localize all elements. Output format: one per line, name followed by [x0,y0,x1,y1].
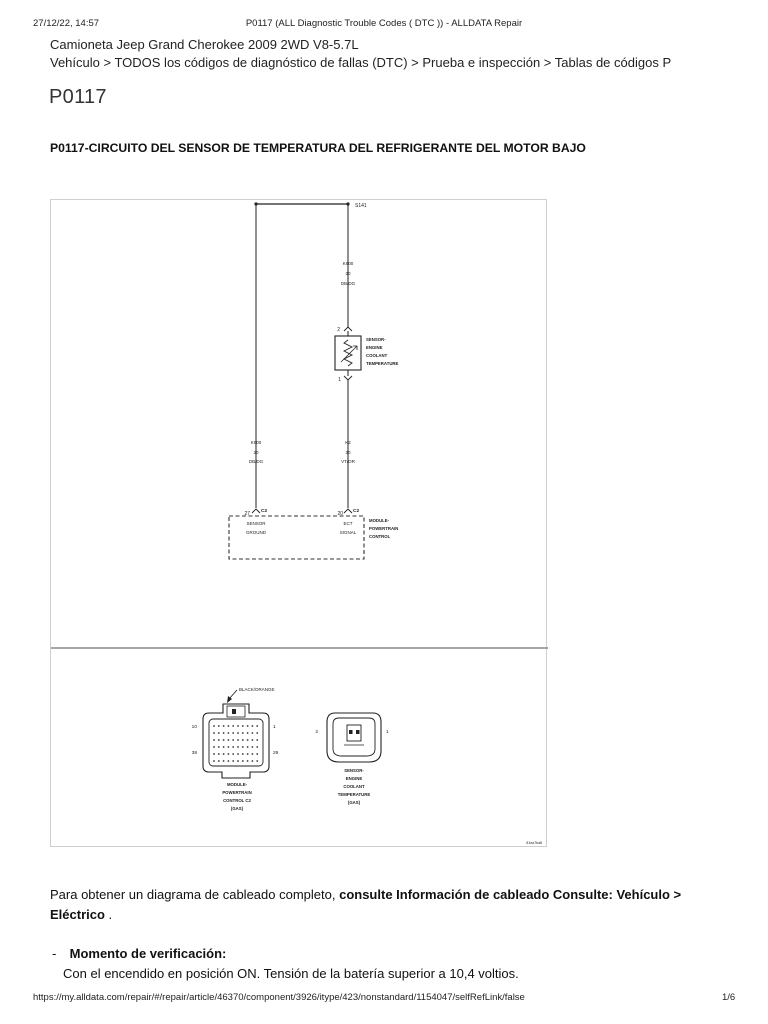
dtc-heading: P0117-CIRCUITO DEL SENSOR DE TEMPERATURA DEL REFRIGERANTE DEL MOTOR BAJO [50,141,586,155]
wire-label: VT/OR [341,459,355,464]
check-timing-text: Con el encendido en posición ON. Tensión de la batería superior a 10,4 voltios. [63,966,519,981]
bullet-dash: - [52,946,57,961]
connector-caption: MODULE- [226,782,248,787]
connector-pin-dot [242,725,244,727]
wiring-diagram-figure [50,199,547,847]
connector-pin-dot [247,739,249,741]
wire-label: DB/DG [248,459,264,464]
connector-caption: SENSOR- [344,768,364,773]
connector-caption: ENGINE [345,776,363,781]
connector-pin-dot [218,739,220,741]
connector-pin-dot [252,760,254,762]
pcm-circuit-label: SIGNAL [339,530,357,535]
wire-label: 20 [345,271,351,276]
connector-pin-dot [256,760,258,762]
wire-label: K900 [342,261,354,266]
wire-label: 20 [345,450,351,455]
connector-pin-dot [223,746,225,748]
connector-pin-dot [252,746,254,748]
connector-caption: POWERTRAIN [222,790,252,795]
connector-pin-dot [218,746,220,748]
wiring-diagram [51,200,548,848]
print-header [0,18,768,32]
connector-pin-dot [242,760,244,762]
wire-color-callout: BLACK/ORANGE [239,687,275,692]
page-title: P0117 [49,86,107,108]
sensor-label: SENSOR- [366,337,386,342]
splice-label: S141 [355,203,367,209]
connector-pin-dot [256,732,258,734]
connector-pin-dot [213,739,215,741]
connector-pin-dot [213,725,215,727]
connector-caption: (GAS) [347,800,361,805]
connector-pin-dot [252,739,254,741]
connector-pin-dot [223,753,225,755]
connector-pin-dot [213,732,215,734]
connector-pin-dot [232,760,234,762]
pcm-c2-connector [203,704,269,778]
wire-label: K900 [250,440,262,445]
connector-pin-dot [247,760,249,762]
connector-pin-dot [223,760,225,762]
connector-pin-dot [228,732,230,734]
pcm-label: POWERTRAIN [369,526,399,531]
sensor-label: TEMPERATURE [366,361,399,366]
pcm-circuit-label: ECT [343,521,353,526]
connector-pin-label: 10 [191,725,197,730]
connector-pin-dot [237,760,239,762]
connector-pin-dot [256,753,258,755]
connector-pin-dot [218,732,220,734]
connector-caption: (GAS) [230,806,244,811]
sensor-pin-label: 1 [338,377,341,383]
check-timing-title: Momento de verificación: [69,946,227,961]
wiring-note [50,885,700,925]
connector-pin-dot [232,739,234,741]
wiring-note-prefix: Para obtener un diagrama de cableado completo, [50,887,340,902]
connector-pin-label: 1 [273,725,276,730]
page-number: 1/6 [722,992,736,1003]
connector-pin-dot [237,732,239,734]
connector-pin-dot [213,760,215,762]
connector-pin-dot [247,732,249,734]
pcm-circuit-label: GROUND [246,530,266,535]
connector-label: C2 [353,509,360,514]
connector-pin-dot [232,746,234,748]
connector-pin-dot [247,753,249,755]
connector-pin-dot [242,753,244,755]
pcm-label: CONTROL [369,534,391,539]
print-title: P0117 (ALL Diagnostic Trouble Codes ( DTC )) - ALLDATA Repair [245,18,523,29]
connector-pin-dot [256,746,258,748]
connector-pin-dot [237,739,239,741]
wire-label: K2 [345,440,351,445]
connector-pin-dot [242,739,244,741]
connector-pin-dot [237,753,239,755]
connector-pin-dot [228,746,230,748]
pcm-pin-label: 27 [244,511,250,517]
sensor-pin-label: 2 [337,327,340,333]
connector-pin-dot [232,753,234,755]
connector-pin-label: 2 [315,730,318,735]
connector-pin-dot [213,753,215,755]
sensor-label: ENGINE [366,345,383,350]
connector-pin-dot [242,732,244,734]
vehicle-name: Camioneta Jeep Grand Cherokee 2009 2WD V8-5.7L [50,37,359,52]
connector-pin-dot [256,739,258,741]
pcm-circuit-label: SENSOR [246,521,266,526]
wiring-info-link[interactable]: consulte Información de cableado Consulte: Vehículo > Eléctrico [50,887,682,922]
connector-pin-dot [218,760,220,762]
connector-pin-dot [232,732,234,734]
pcm-label: MODULE- [369,518,390,523]
connector-pin-dot [223,725,225,727]
connector-pin-dot [228,753,230,755]
connector-caption: CONTROL C2 [223,798,251,803]
connector-pin-dot [228,739,230,741]
connector-pin-dot [237,725,239,727]
connector-pin-label: 29 [273,751,279,756]
connector-pin-dot [232,725,234,727]
wire-label: 20 [253,450,259,455]
connector-pin-dot [247,725,249,727]
check-timing-item [52,946,226,961]
breadcrumb[interactable]: Vehículo > TODOS los códigos de diagnóstico de fallas (DTC) > Prueba e inspección > Tablas de códigos P [50,55,672,70]
print-date: 27/12/22, 14:57 [33,18,100,29]
pcm-pin-label: 20 [337,511,343,517]
connector-pin-label: 38 [191,751,197,756]
connector-pin-dot [252,732,254,734]
connector-pin-dot [228,725,230,727]
connector-pin-dot [218,725,220,727]
wire-label: DB/DG [340,281,356,286]
connector-pin-dot [247,746,249,748]
wiring-note-suffix: . [104,907,113,922]
connector-pin-dot [223,739,225,741]
sensor-label: COOLANT [366,353,388,358]
connector-pin-dot [218,753,220,755]
connector-pin-dot [213,746,215,748]
connector-pin-dot [228,760,230,762]
print-url: https://my.alldata.com/repair/#/repair/article/46370/component/3926/itype/423/nonstandard/1154047/selfRefLink/false [33,992,525,1003]
connector-pin-dot [242,746,244,748]
connector-label: C2 [261,509,268,514]
connector-pin-label: 1 [386,730,389,735]
connector-pin-dot [252,725,254,727]
figure-id: 81ea7ba8 [526,841,542,845]
connector-pin-dot [252,753,254,755]
connector-pin-dot [223,732,225,734]
connector-pin-dot [237,746,239,748]
connector-caption: TEMPERATURE [337,792,371,797]
connector-caption: COOLANT [343,784,365,789]
connector-pin-dot [256,725,258,727]
